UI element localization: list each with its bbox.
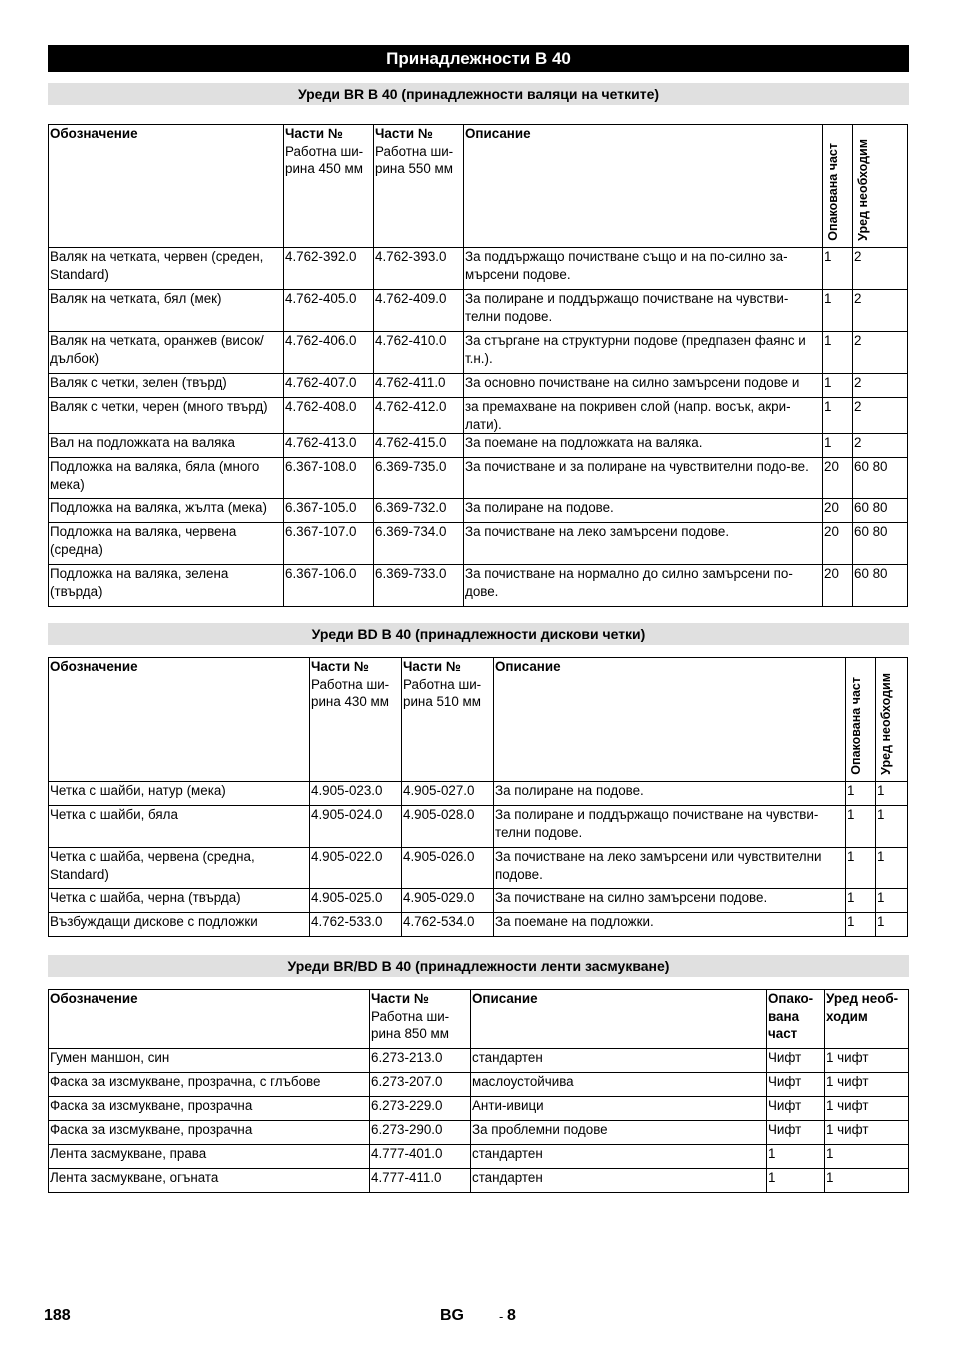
table-row [49,782,908,806]
cell-packed: 1 [846,889,876,913]
cell-designation: Възбуждащи дискове с подложки [49,913,310,937]
page-title: Принадлежности B 40 [48,45,909,72]
column-header-required: Уред необходим [876,658,908,782]
cell-designation: Лента засмукване, огъната [49,1169,370,1193]
cell-part-510: 4.905-026.0 [402,848,494,889]
cell-required: 60 80 [853,565,908,607]
column-header-part-430: Части № Работна ши-рина 430 мм [310,658,402,782]
column-header-part-510: Части № Работна ши-рина 510 мм [402,658,494,782]
table-row [49,1169,909,1193]
cell-packed: 1 [846,913,876,937]
cell-packed: Чифт [767,1049,825,1073]
cell-required: 1 чифт [825,1097,909,1121]
cell-part-850: 6.273-290.0 [370,1121,471,1145]
cell-packed: Чифт [767,1121,825,1145]
cell-description: стандартен [471,1169,767,1193]
cell-required: 1 [825,1145,909,1169]
cell-required: 1 [876,806,908,848]
cell-packed: Чифт [767,1073,825,1097]
cell-required: 1 чифт [825,1073,909,1097]
cell-description: За основно почистване на силно замърсени подове и [464,374,823,398]
cell-description: За почистване на силно замърсени подове. [494,889,846,913]
cell-part-850: 6.273-213.0 [370,1049,471,1073]
table-row [49,374,908,398]
column-header-designation: Обозначение [49,658,310,782]
cell-packed: 20 [823,523,853,565]
table-row [49,1097,909,1121]
column-header-description: Описание [471,990,767,1049]
cell-required: 60 80 [853,458,908,499]
cell-required: 2 [853,290,908,332]
cell-part-450: 4.762-406.0 [284,332,374,374]
cell-designation: Вал на подложката на валяка [49,434,284,458]
cell-part-510: 4.905-028.0 [402,806,494,848]
cell-description: стандартен [471,1049,767,1073]
cell-designation: Валяк с четки, зелен (твърд) [49,374,284,398]
column-header-designation: Обозначение [49,990,370,1049]
cell-part-450: 4.762-405.0 [284,290,374,332]
cell-description: за премахване на покривен слой (напр. восък, акри-лати). [464,398,823,434]
table-row [49,1073,909,1097]
cell-description: За поемане на подложката на валяка. [464,434,823,458]
cell-designation: Четка с шайби, натур (мека) [49,782,310,806]
table-squeegee-blades [48,989,909,1193]
cell-designation: Валяк на четката, червен (среден, Standard) [49,248,284,290]
cell-required: 2 [853,434,908,458]
cell-required: 2 [853,248,908,290]
table-bd-disc-brushes [48,657,908,937]
cell-part-550: 6.369-734.0 [374,523,464,565]
cell-description: За полиране на подове. [494,782,846,806]
table-row [49,565,908,607]
cell-part-850: 4.777-411.0 [370,1169,471,1193]
cell-part-550: 6.369-735.0 [374,458,464,499]
cell-description: За поемане на подложки. [494,913,846,937]
cell-part-550: 6.369-732.0 [374,499,464,523]
cell-required: 60 80 [853,523,908,565]
footer-dash: - [499,1309,504,1324]
cell-description: За стъргане на структурни подове (предпазен фаянс и т.н.). [464,332,823,374]
column-header-packed: Опакована част [823,125,853,248]
cell-required: 1 [825,1169,909,1193]
cell-packed: 20 [823,565,853,607]
cell-part-850: 6.273-229.0 [370,1097,471,1121]
cell-designation: Подложка на валяка, зелена (твърда) [49,565,284,607]
cell-part-450: 6.367-105.0 [284,499,374,523]
cell-required: 60 80 [853,499,908,523]
table-row [49,458,908,499]
cell-packed: 1 [823,332,853,374]
column-header-required: Уред необ-ходим [825,990,909,1049]
cell-packed: 1 [767,1169,825,1193]
cell-part-450: 6.367-106.0 [284,565,374,607]
cell-description: За почистване на нормално до силно замърсени по-дове. [464,565,823,607]
cell-description: За полиране на подове. [464,499,823,523]
section-heading-br: Уреди BR B 40 (принадлежности валяци на четките) [48,83,909,105]
cell-part-450: 4.762-408.0 [284,398,374,434]
cell-packed: 1 [767,1145,825,1169]
cell-part-850: 4.777-401.0 [370,1145,471,1169]
cell-part-430: 4.905-023.0 [310,782,402,806]
cell-description: За почистване на леко замърсени подове. [464,523,823,565]
table-row [49,848,908,889]
cell-description: За полиране и поддържащо почистване на чувстви-телни подове. [494,806,846,848]
cell-packed: 20 [823,458,853,499]
cell-packed: 20 [823,499,853,523]
cell-description: маслоустойчива [471,1073,767,1097]
cell-description: Анти-ивици [471,1097,767,1121]
cell-designation: Подложка на валяка, бяла (много мека) [49,458,284,499]
cell-required: 2 [853,332,908,374]
table-row [49,434,908,458]
column-header-part-550: Части № Работна ши-рина 550 мм [374,125,464,248]
cell-packed: 1 [846,806,876,848]
cell-part-450: 4.762-392.0 [284,248,374,290]
column-header-description: Описание [494,658,846,782]
cell-part-550: 4.762-411.0 [374,374,464,398]
cell-designation: Подложка на валяка, червена (средна) [49,523,284,565]
cell-part-850: 6.273-207.0 [370,1073,471,1097]
sub-page-number: 8 [507,1307,516,1324]
cell-part-450: 4.762-413.0 [284,434,374,458]
cell-required: 1 [876,913,908,937]
cell-designation: Четка с шайба, червена (средна, Standard) [49,848,310,889]
cell-designation: Валяк на четката, оранжев (висок/ дълбок) [49,332,284,374]
cell-description: За почистване на леко замърсени или чувствителни подове. [494,848,846,889]
cell-part-550: 4.762-415.0 [374,434,464,458]
table-row [49,1121,909,1145]
table-row [49,248,908,290]
table-row [49,523,908,565]
cell-description: За полиране и поддържащо почистване на чувстви-телни подове. [464,290,823,332]
cell-part-430: 4.905-022.0 [310,848,402,889]
page-number: 188 [44,1307,71,1324]
cell-required: 2 [853,374,908,398]
table-row [49,806,908,848]
cell-packed: 1 [823,434,853,458]
cell-packed: Чифт [767,1097,825,1121]
cell-part-510: 4.905-029.0 [402,889,494,913]
column-header-packed: Опакована част [846,658,876,782]
column-header-part-850: Части № Работна ши-рина 850 мм [370,990,471,1049]
cell-required: 1 чифт [825,1121,909,1145]
cell-description: За поддържащо почистване също и на по-силно за-мърсени подове. [464,248,823,290]
table-br-brush-rollers [48,124,908,607]
cell-packed: 1 [823,374,853,398]
cell-designation: Гумен маншон, син [49,1049,370,1073]
cell-required: 1 [876,782,908,806]
cell-designation: Четка с шайба, черна (твърда) [49,889,310,913]
cell-part-450: 6.367-107.0 [284,523,374,565]
cell-designation: Лента засмукване, права [49,1145,370,1169]
cell-required: 1 чифт [825,1049,909,1073]
cell-designation: Четка с шайби, бяла [49,806,310,848]
cell-packed: 1 [846,848,876,889]
table-row [49,398,908,434]
cell-required: 2 [853,398,908,434]
cell-part-510: 4.762-534.0 [402,913,494,937]
cell-part-430: 4.905-025.0 [310,889,402,913]
cell-part-450: 6.367-108.0 [284,458,374,499]
cell-part-550: 4.762-393.0 [374,248,464,290]
cell-packed: 1 [823,248,853,290]
cell-description: За почистване и за полиране на чувствителни подо-ве. [464,458,823,499]
column-header-description: Описание [464,125,823,248]
cell-designation: Валяк с четки, черен (много твърд) [49,398,284,434]
cell-packed: 1 [823,398,853,434]
table-row [49,499,908,523]
cell-description: стандартен [471,1145,767,1169]
column-header-part-450: Части № Работна ши-рина 450 мм [284,125,374,248]
cell-part-510: 4.905-027.0 [402,782,494,806]
cell-part-550: 4.762-410.0 [374,332,464,374]
cell-designation: Валяк на четката, бял (мек) [49,290,284,332]
cell-description: За проблемни подове [471,1121,767,1145]
cell-designation: Фаска за изсмукване, прозрачна, с глъбове [49,1073,370,1097]
table-row [49,332,908,374]
cell-designation: Подложка на валяка, жълта (мека) [49,499,284,523]
table-row [49,913,908,937]
cell-part-430: 4.905-024.0 [310,806,402,848]
cell-part-550: 4.762-412.0 [374,398,464,434]
cell-part-550: 6.369-733.0 [374,565,464,607]
cell-designation: Фаска за изсмукване, прозрачна [49,1097,370,1121]
table-row [49,1145,909,1169]
cell-required: 1 [876,848,908,889]
cell-part-450: 4.762-407.0 [284,374,374,398]
section-heading-bd: Уреди BD B 40 (принадлежности дискови четки) [48,623,909,645]
section-heading-squeegee: Уреди BR/BD B 40 (принадлежности ленти засмукване) [48,955,909,977]
cell-required: 1 [876,889,908,913]
column-header-required: Уред необходим [853,125,908,248]
table-row [49,1049,909,1073]
column-header-designation: Обозначение [49,125,284,248]
cell-packed: 1 [846,782,876,806]
cell-designation: Фаска за изсмукване, прозрачна [49,1121,370,1145]
column-header-packed: Опако-вана част [767,990,825,1049]
table-row [49,889,908,913]
cell-part-430: 4.762-533.0 [310,913,402,937]
cell-packed: 1 [823,290,853,332]
table-row [49,290,908,332]
language-code: BG [440,1307,464,1324]
cell-part-550: 4.762-409.0 [374,290,464,332]
